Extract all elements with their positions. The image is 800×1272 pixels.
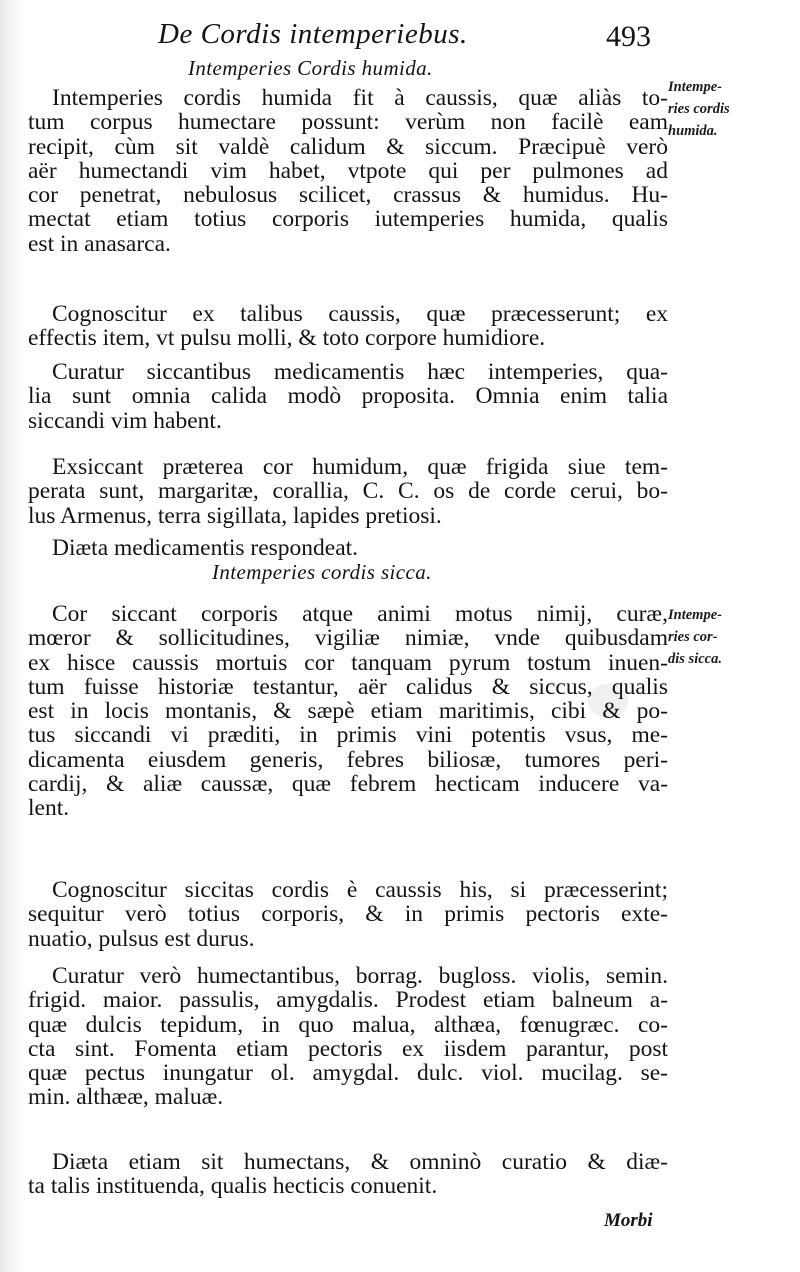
text-line: est in locis montanis, & sæpè etiam maritimis, cibi & po- — [28, 699, 668, 724]
text-line: Diæta medicamentis respondeat. — [52, 536, 359, 561]
running-head: De Cordis intemperiebus. — [158, 18, 468, 50]
text-line: recipit, cùm sit valdè calidum & siccum. Præcipuè verò — [28, 134, 668, 159]
paragraph-diet-sicca — [28, 1150, 668, 1199]
text-line: Exsiccant præterea cor humidum, quæ frigida siue tem- — [52, 455, 668, 480]
text-line: Cognoscitur siccitas cordis è caussis his, si præcesserint; — [52, 878, 668, 903]
gloss-line: dis sicca. — [668, 651, 722, 667]
section-heading-sicca: Intemperies cordis sicca. — [212, 560, 432, 584]
paragraph-treatment-sicca — [28, 964, 668, 1110]
text-line: tum corpus humectare possunt: verùm non facilè eam — [28, 110, 668, 135]
catchword: Morbi — [604, 1210, 653, 1231]
text-line: ex hisce caussis mortuis cor tanquam pyrum tostum inuen- — [28, 650, 668, 675]
text-line: est in anasarca. — [28, 231, 171, 257]
text-line: frigid. maior. passulis, amygdalis. Prodest etiam balneum a- — [28, 988, 668, 1013]
text-line: Curatur siccantibus medicamentis hæc intemperies, qua- — [52, 360, 668, 385]
text-line: effectis item, vt pulsu molli, & toto corpore humidiore. — [28, 326, 546, 351]
text-line: Cor siccant corporis atque animi motus nimij, curæ, — [52, 602, 668, 627]
text-line: Intemperies cordis humida fit à caussis, quæ aliàs to- — [52, 86, 668, 111]
text-line: cardij, & aliæ caussæ, quæ febrem hecticam inducere va- — [28, 772, 668, 797]
text-line: nuatio, pulsus est durus. — [28, 926, 255, 951]
paragraph-causes-humida — [28, 86, 668, 256]
text-line: Cognoscitur ex talibus caussis, quæ præcesserunt; ex — [52, 302, 668, 327]
marginal-gloss-humida — [668, 76, 796, 142]
paragraph-diet-humida — [28, 536, 668, 560]
text-line: tus siccandi vi præditi, in primis vini potentis vsus, me- — [28, 723, 668, 748]
marginal-gloss-sicca — [668, 604, 796, 670]
text-line: lia sunt omnia calida modò proposita. Omnia enim talia — [28, 384, 668, 409]
text-line: quæ dulcis tepidum, in quo malua, althæa, fœnugræc. co- — [28, 1012, 668, 1037]
gloss-line: ries cor- — [668, 629, 718, 645]
text-line: quæ pectus inungatur ol. amygdal. dulc. viol. mucilag. se- — [28, 1061, 668, 1086]
section-heading-humida: Intemperies Cordis humida. — [188, 56, 433, 80]
gloss-line: Intempe- — [668, 79, 722, 95]
text-line: ta talis instituenda, qualis hecticis conuenit. — [28, 1174, 438, 1199]
text-line: siccandi vim habent. — [28, 408, 222, 433]
text-line: sequitur verò totius corporis, & in primis pectoris exte- — [28, 902, 668, 927]
text-line: lent. — [28, 796, 70, 821]
page-number: 493 — [606, 20, 651, 53]
paragraph-treatment-humida — [28, 360, 668, 433]
text-line: Curatur verò humectantibus, borrag. bugloss. violis, semin. — [52, 964, 668, 989]
text-line: perata sunt, margaritæ, corallia, C. C. os de corde cerui, bo- — [28, 479, 668, 504]
text-line: tum fuisse historiæ testantur, aër calidus & siccus, qualis — [28, 674, 668, 700]
page-header — [150, 14, 670, 58]
text-line: Diæta etiam sit humectans, & omninò curatio & diæ- — [52, 1150, 668, 1175]
gloss-line: Intempe- — [668, 607, 722, 623]
text-line: lus Armenus, terra sigillata, lapides pretiosi. — [28, 503, 442, 528]
gloss-line: ries cordis — [668, 101, 730, 117]
paragraph-causes-sicca — [28, 602, 668, 821]
text-line: aër humectandi vim habet, vtpote qui per pulmones ad — [28, 158, 668, 184]
paragraph-diagnosis-sicca — [28, 878, 668, 951]
paragraph-remedies-humida — [28, 455, 668, 528]
text-line: cor penetrat, nebulosus scilicet, crassus & humidus. Hu- — [28, 183, 668, 208]
text-line: dicamenta eiusdem generis, febres biliosæ, tumores peri- — [28, 747, 668, 773]
gloss-line: humida. — [668, 123, 718, 139]
paragraph-diagnosis-humida — [28, 302, 668, 351]
text-line: cta sint. Fomenta etiam pectoris ex iisdem parantur, post — [28, 1036, 668, 1062]
text-line: min. althææ, maluæ. — [28, 1085, 224, 1110]
text-line: mectat etiam totius corporis iutemperies humida, qualis — [28, 207, 668, 232]
text-line: mœror & sollicitudines, vigiliæ nimiæ, vnde quibusdam — [28, 626, 668, 651]
